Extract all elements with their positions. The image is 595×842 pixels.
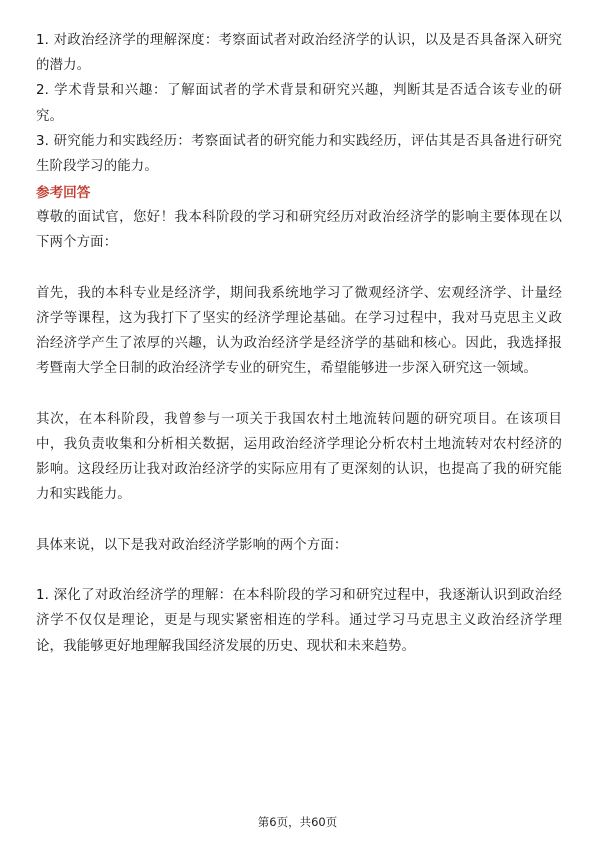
paragraph-spacer [36,382,562,407]
criterion-1: 1. 对政治经济学的理解深度：考察面试者对政治经济学的认识，以及是否具备深入研究的潜力。 [36,33,562,74]
criterion-3: 3. 研究能力和实践经历：考察面试者的研究能力和实践经历，评估其是否具备进行研究生阶段学习的能力。 [36,133,562,175]
answer-paragraph-3: 具体来说，以下是我对政治经济学影响的两个方面： [36,537,348,553]
answer-paragraph-2: 其次，在本科阶段，我曾参与一项关于我国农村土地流转问题的研究项目。在该项目中，我负责收集和分析相关数据，运用政治经济学理论分析农村土地流转对农村经济的影响。这段经历让我对政治经济学的实际应用有了更深刻的认识，也提高了我的研究能力和实践能力。 [36,411,562,503]
criterion-2: 2. 学术背景和兴趣：了解面试者的学术背景和研究兴趣，判断其是否适合该专业的研究。 [36,83,562,124]
paragraph-spacer [36,508,562,533]
answer-paragraph-1: 首先，我的本科专业是经济学，期间我系统地学习了微观经济学、宏观经济学、计量经济学等课程，这为我打下了坚实的经济学理论基础。在学习过程中，我对马克思主义政治经济学产生了浓厚的兴趣，认为政治经济学是经济学的基础和核心。因此，我选择报考暨南大学全日制的政治经济学专业的研究生，希望能够进一步深入研究这一领域。 [36,285,562,377]
paragraph-spacer [36,256,562,281]
reference-answer-heading: 参考回答 [36,185,91,202]
answer-point-1: 1. 深化了对政治经济学的理解：在本科阶段的学习和研究过程中，我逐渐认识到政治经济学不仅仅是理论，更是与现实紧密相连的学科。通过学习马克思主义政治经济学理论，我能够更好地理解我国经济发展的历史、现状和未来趋势。 [36,588,562,654]
page-number-footer: 第6页，共60页 [257,815,338,829]
answer-intro: 尊敬的面试官，您好！我本科阶段的学习和研究经历对政治经济学的影响主要体现在以下两个方面： [36,210,562,251]
document-page [36,28,562,659]
paragraph-spacer [36,558,562,583]
